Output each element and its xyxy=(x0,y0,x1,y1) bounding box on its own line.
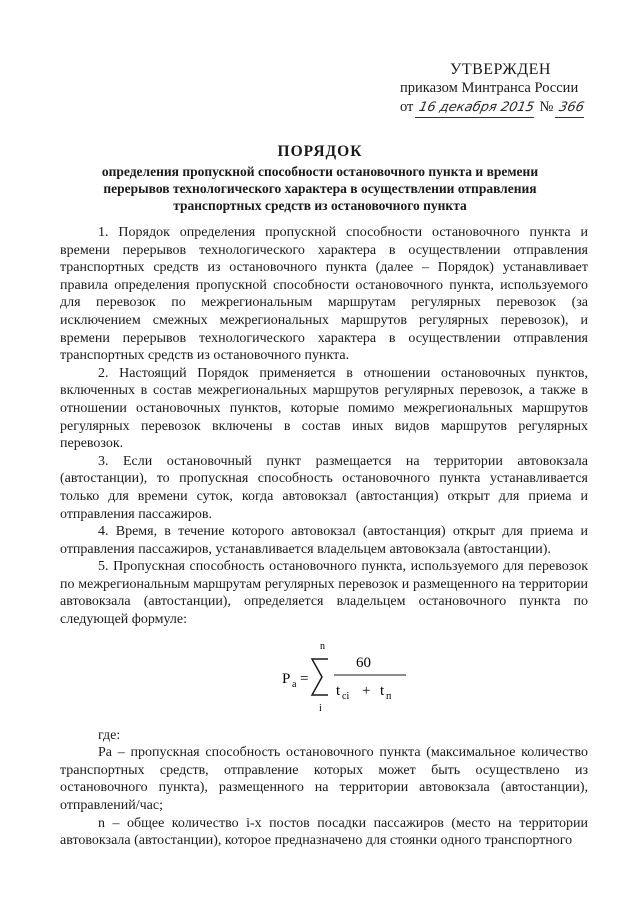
document-body xyxy=(60,224,588,850)
formula-svg xyxy=(280,637,440,721)
approval-order-line: приказом Минтранса России xyxy=(400,80,579,96)
denominator-plus: + xyxy=(362,682,371,699)
denominator-t2: t xyxy=(380,682,385,699)
where-label: где: xyxy=(98,727,121,743)
approval-block xyxy=(400,60,610,118)
handwritten-date: 16 декабря 2015 xyxy=(415,98,538,118)
subtitle-line: транспортных средств из остановочного пункта xyxy=(173,198,467,213)
document-title: ПОРЯДОК xyxy=(277,143,363,160)
paragraph-1: 1. Порядок определения пропускной способности остановочного пункта и времени перерывов технологического характера в осуществлении отправления транспортных средств из остановочного пункта (далее – Порядок) устанавливает правила определения пропускной способности остановочного пункта, используемого для перевозок по межрегиональным маршрутам регулярных перевозок (за исключением смежных межрегиональных маршрутов регулярных перевозок), и времени перерывов технологического характера в осуществлении отправления транспортных средств из остановочного пункта. xyxy=(60,225,588,364)
formula-lhs: P xyxy=(282,670,291,687)
definition-pa: Pa – пропускная способность остановочного пункта (максимальное количество транспортных средств, отправление которых может быть осуществлено из остановочного пункта), размещенного на территории автовокзала (автостанции), отправлений/час; xyxy=(60,745,588,814)
paragraph-5: 5. Пропускная способность остановочного пункта, используемого для перевозок по межрегиональным маршрутам регулярных перевозок и размещенного на территории автовокзала (автостанции), определяется владельцем остановочного пункта по следующей формуле: xyxy=(60,559,588,628)
approval-date-line xyxy=(400,98,610,118)
paragraph-3: 3. Если остановочный пункт размещается на территории автовокзала (автостанции), то пропускная способность остановочного пункта устанавливается только для времени суток, когда автовокзал (автостанция) открыт для приема и отправления пассажиров. xyxy=(60,453,588,522)
capacity-formula xyxy=(60,637,588,721)
definition-n: n – общее количество i-х постов посадки пассажиров (место на территории автовокзала (автостанции), которое предназначено для стоянки одного транспортного xyxy=(60,815,588,849)
denominator-t1: t xyxy=(336,682,341,699)
denominator-t1-sub: ci xyxy=(342,690,350,702)
paragraph-4: 4. Время, в течение которого автовокзал (автостанция) открыт для приема и отправления пассажиров, устанавливается владельцем автовокзала (автостанции). xyxy=(60,524,588,557)
formula-numerator: 60 xyxy=(356,654,371,671)
formula-equals: = xyxy=(300,670,309,687)
approval-title: УТВЕРЖДЕН xyxy=(450,61,551,78)
handwritten-number: 366 xyxy=(555,98,588,118)
number-prefix: № xyxy=(539,99,554,115)
subtitle-line: перерывов технологического характера в осуществлении отправления xyxy=(103,181,537,196)
sum-lower-limit: i xyxy=(319,702,322,714)
sum-upper-limit: n xyxy=(320,640,325,652)
document-subtitle xyxy=(60,163,580,214)
date-prefix: от xyxy=(400,99,414,115)
sigma-icon xyxy=(312,659,328,695)
formula-lhs-sub: a xyxy=(292,678,297,690)
subtitle-line: определения пропускной способности остановочного пункта и времени xyxy=(101,164,539,179)
denominator-t2-sub: п xyxy=(386,690,392,702)
paragraph-2: 2. Настоящий Порядок применяется в отношении остановочных пунктов, включенных в состав межрегиональных маршрутов регулярных перевозок, а также в отношении остановочных пунктов, которые помимо межрегиональных маршрутов регулярных перевозок включены в состав иных видов маршрутов регулярных перевозок. xyxy=(60,365,588,452)
